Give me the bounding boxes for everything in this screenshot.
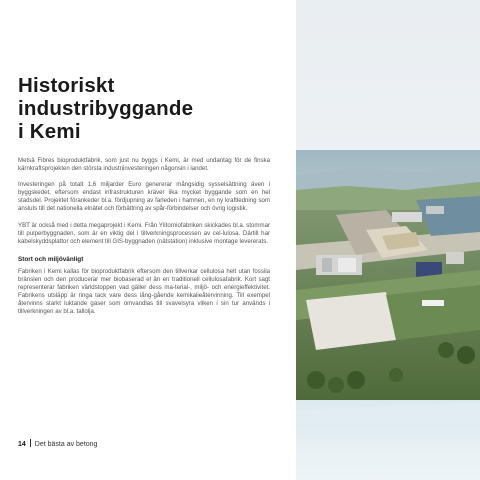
headline-line: Historiskt [18,74,115,97]
headline-line: i Kemi [18,120,81,143]
article-subheading: Stort och miljövänligt [18,255,84,263]
headline-line: industribyggande [18,97,194,120]
article-headline [18,74,270,143]
article-paragraph: YBT är också med i detta megaprojekt i Kemi. Från Ylitorniofabriken skickades bl.a. stommar till pulperbyggnaden, som är en viktig del i tillverkningsprocessen av cel-lulosa. Därtill har kabelskyddsplattor och element till GIS-byggnaden (nätstation) inklusive montage levererats. [18,221,270,245]
article-paragraph: Fabriken i Kemi kallas för bioproduktfabrik eftersom den tillverkar cellulosa helt utan fossila bränslen och den producerar mer biobaserad el än en traditionell cellulosafabrik. Kort sagt representerar fabriken världstoppen vad gäller dess ma-terial-, miljö- och energieffektivitet. Fabrikens utsläpp är ringa tack vare dess lång-gående kemikalieåtervinning. Till exempel återvinns starkt luktande gaser som omvandlas till svavelsyra vilken i sin tur används i tillverkningen av bl.a. tallolja. [18,267,270,316]
page-number: 14 [18,441,26,448]
footer-divider [30,439,31,447]
article-column [18,74,270,324]
article-paragraph: Metsä Fibres bioproduktfabrik, som just nu byggs i Kemi, är med undantag för de finska kärnkraftsprojekten den största industriinvesteringen någonsin i landet. [18,157,270,173]
article-paragraph: Investeringen på totalt 1,6 miljarder Euro genererar mångsidig sysselsättning även i byggskedet, eftersom endast infrastrukturen kräver lika mycket byggande som en hel stadsdel. Projektet förankeder bl.a. fördjupning av farleden i hamnen, en ny kraftledning som ansluts till det nationella elnätet och förbättring av spår-förbindelser och övrig logistik. [18,181,270,213]
page-footer [18,439,97,448]
footer-section-title: Det bästa av betong [34,441,98,448]
aerial-rendering-image [296,0,480,480]
